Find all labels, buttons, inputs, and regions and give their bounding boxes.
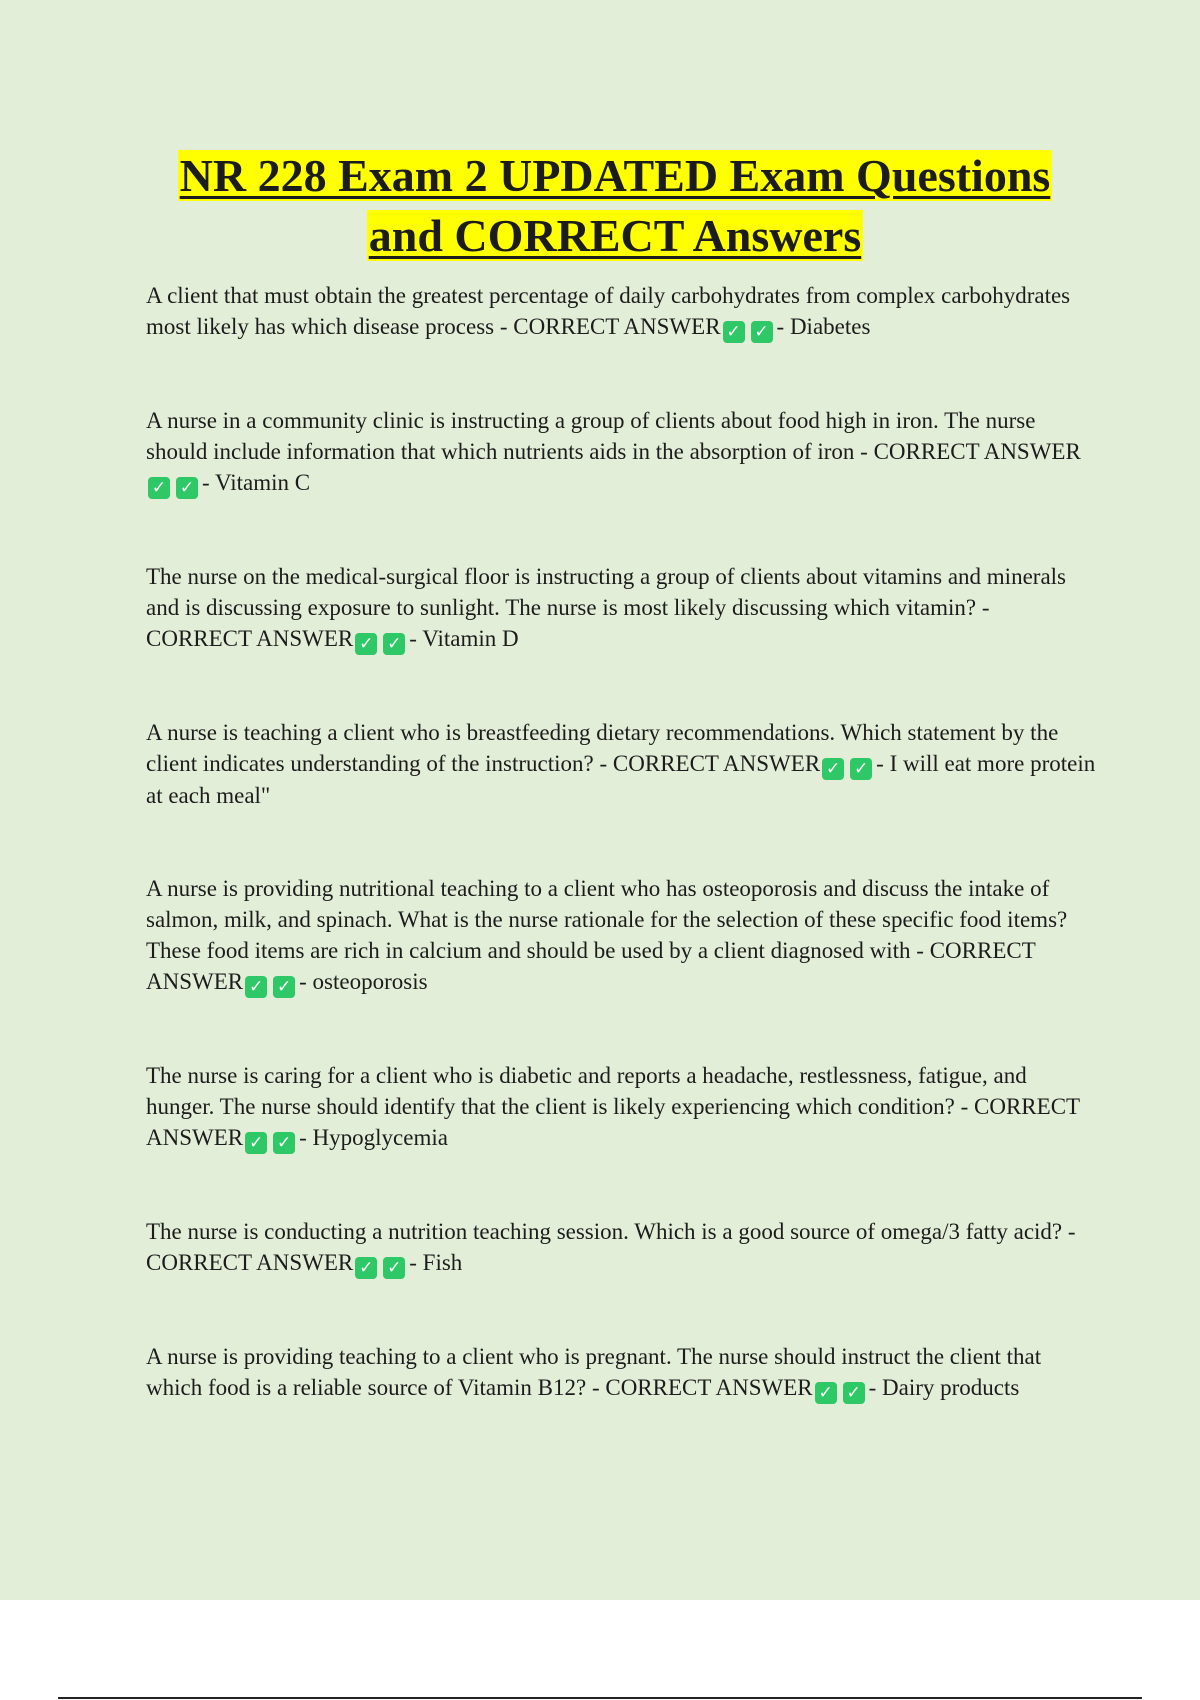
answer-text: - Dairy products: [868, 1375, 1020, 1400]
correct-answer-label: CORRECT ANSWER: [873, 439, 1081, 464]
footer-rule: [58, 1697, 1142, 1699]
check-mark-icon: ✓: [815, 1382, 837, 1404]
correct-answer-label: CORRECT ANSWER: [146, 1250, 354, 1275]
check-mark-icon: ✓: [355, 633, 377, 655]
qa-item: [146, 717, 1096, 811]
question-text: The nurse on the medical-surgical floor is instructing a group of clients about vitamins and minerals and is discussing exposure to sunlight. The nurse is most likely discussing which vitamin? -: [146, 564, 1066, 620]
answer-text: - osteoporosis: [299, 969, 428, 994]
question-text: A nurse is teaching a client who is breastfeeding dietary recommendations. Which statement by the client indicates understanding of the instruction? -: [146, 720, 1059, 776]
correct-answer-label: CORRECT ANSWER: [146, 626, 354, 651]
question-text: The nurse is conducting a nutrition teaching session. Which is a good source of omega/3 fatty acid? -: [146, 1219, 1076, 1244]
check-mark-icon: ✓: [843, 1382, 865, 1404]
question-text: The nurse is caring for a client who is diabetic and reports a headache, restlessness, fatigue, and hunger. The nurse should identify that the client is likely experiencing which condition? -: [146, 1063, 1027, 1119]
qa-item: [146, 280, 1096, 343]
check-mark-icon: ✓: [148, 477, 170, 499]
answer-text: - Vitamin D: [409, 626, 519, 651]
qa-item: [146, 873, 1096, 998]
qa-item: [146, 1216, 1096, 1279]
question-text: A nurse in a community clinic is instructing a group of clients about food high in iron. The nurse should include information that which nutrients aids in the absorption of iron -: [146, 408, 1036, 464]
answer-text: - Vitamin C: [202, 470, 311, 495]
qa-list: [146, 280, 1096, 1466]
qa-item: [146, 1341, 1096, 1404]
question-text: A client that must obtain the greatest percentage of daily carbohydrates from complex carbohydrates most likely has which disease process -: [146, 283, 1071, 339]
qa-item: [146, 1060, 1096, 1154]
answer-text: - Fish: [409, 1250, 463, 1275]
check-mark-icon: ✓: [245, 1132, 267, 1154]
document-title-text: NR 228 Exam 2 UPDATED Exam Questions and CORRECT Answers: [179, 150, 1051, 261]
answer-text: - Diabetes: [776, 314, 871, 339]
check-mark-icon: ✓: [245, 976, 267, 998]
check-mark-icon: ✓: [850, 758, 872, 780]
document-title: [140, 146, 1090, 266]
qa-item: [146, 561, 1096, 655]
question-text: A nurse is providing nutritional teaching to a client who has osteoporosis and discuss the intake of salmon, milk, and spinach. What is the nurse rationale for the selection of these specific food items?These food items are rich in calcium and should be used by a client diagnosed with -: [146, 876, 1068, 963]
check-mark-icon: ✓: [723, 321, 745, 343]
check-mark-icon: ✓: [273, 976, 295, 998]
check-mark-icon: ✓: [751, 321, 773, 343]
correct-answer-label: CORRECT ANSWER: [146, 1094, 1080, 1150]
check-mark-icon: ✓: [176, 477, 198, 499]
correct-answer-label: CORRECT ANSWER: [605, 1375, 813, 1400]
check-mark-icon: ✓: [273, 1132, 295, 1154]
correct-answer-label: CORRECT ANSWER: [146, 938, 1036, 994]
check-mark-icon: ✓: [822, 758, 844, 780]
check-mark-icon: ✓: [355, 1257, 377, 1279]
qa-item: [146, 405, 1096, 499]
correct-answer-label: CORRECT ANSWER: [513, 314, 721, 339]
answer-text: - I will eat more protein at each meal": [146, 751, 1096, 808]
check-mark-icon: ✓: [383, 633, 405, 655]
title-block: [140, 146, 1090, 266]
check-mark-icon: ✓: [383, 1257, 405, 1279]
correct-answer-label: CORRECT ANSWER: [612, 751, 821, 776]
answer-text: - Hypoglycemia: [299, 1125, 448, 1150]
question-text: A nurse is providing teaching to a client who is pregnant. The nurse should instruct the client that which food is a reliable source of Vitamin B12? -: [146, 1344, 1042, 1400]
